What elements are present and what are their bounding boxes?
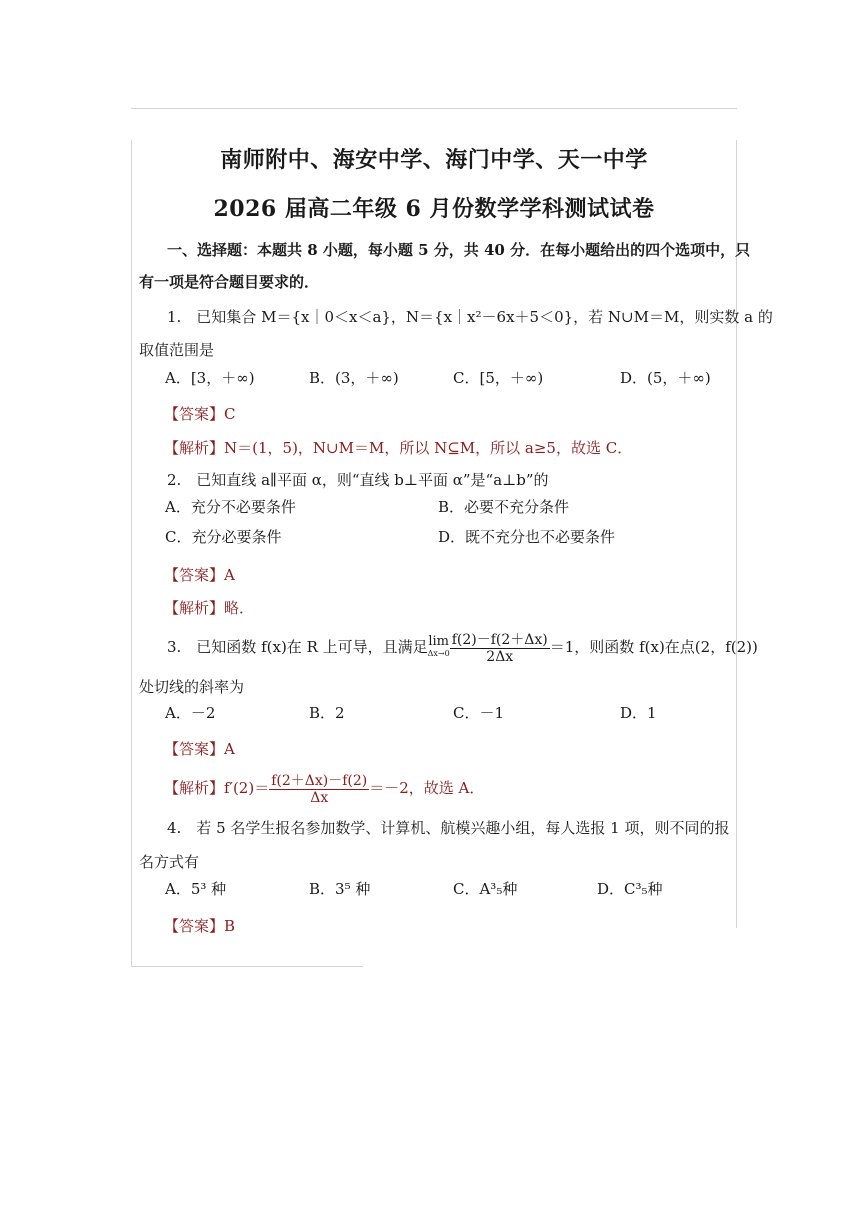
- q1-answer: 【答案】C: [164, 405, 236, 423]
- q4-answer: 【答案】B: [164, 917, 236, 935]
- analysis-numerator: f(2＋Δx)－f(2): [271, 772, 368, 789]
- q2-option-d: D．既不充分也不必要条件: [438, 528, 616, 546]
- question-1-stem: 1. 已知集合 M＝{x｜0＜x＜a}，N＝{x｜x²－6x＋5＜0}，若 N∪M＝M，则实数 a 的: [167, 308, 773, 326]
- question-4-stem: 4. 若 5 名学生报名参加数学、计算机、航模兴趣小组，每人选报 1 项，则不同的报: [167, 819, 730, 837]
- q1-option-b: B．(3，＋∞): [309, 369, 399, 387]
- q1-option-d: D．(5，＋∞): [620, 369, 711, 387]
- q3-option-c: C．－1: [453, 704, 505, 722]
- q4-option-d: D．C³₅种: [597, 880, 663, 898]
- left-border: [131, 140, 132, 966]
- q2-analysis: 【解析】略．: [164, 599, 255, 617]
- exam-title-schools: 南师附中、海安中学、海门中学、天一中学: [220, 147, 648, 173]
- limit-word: lim: [428, 634, 450, 649]
- difference-quotient: [450, 632, 550, 665]
- analysis-fraction: [269, 773, 369, 806]
- q2-option-c: C．充分必要条件: [165, 528, 282, 546]
- q3-analysis-post: ＝－2，故选 A．: [369, 779, 485, 797]
- q3-stem-pre: 3. 已知函数 f(x)在 R 上可导，且满足: [167, 638, 428, 656]
- q4-option-c: C．A³₅种: [453, 880, 518, 898]
- q3-option-d: D．1: [620, 704, 657, 722]
- exam-title-subject: 2026 届高二年级 6 月份数学学科测试试卷: [213, 196, 655, 222]
- limit-operator: [428, 636, 450, 660]
- question-1-stem-cont: 取值范围是: [139, 341, 215, 359]
- top-divider: [131, 108, 737, 109]
- q4-option-b: B．3⁵ 种: [309, 880, 371, 898]
- question-2-stem: 2. 已知直线 a∥平面 α，则“直线 b⊥平面 α”是“a⊥b”的: [167, 471, 549, 489]
- q3-answer: 【答案】A: [164, 740, 235, 758]
- q1-option-c: C．[5，＋∞): [453, 369, 544, 387]
- q2-option-b: B．必要不充分条件: [438, 498, 570, 516]
- q1-option-a: A．[3，＋∞): [165, 369, 255, 387]
- analysis-denominator: Δx: [310, 789, 329, 806]
- frac-denominator: 2Δx: [486, 648, 514, 665]
- section-heading-cont: 有一项是符合题目要求的．: [139, 273, 320, 291]
- question-3-stem: [167, 630, 758, 665]
- q3-option-b: B．2: [309, 704, 345, 722]
- question-4-stem-cont: 名方式有: [139, 853, 200, 871]
- frac-numerator: f(2)－f(2＋Δx): [451, 631, 548, 648]
- bottom-border: [131, 966, 363, 967]
- question-3-stem-cont: 处切线的斜率为: [139, 678, 245, 696]
- q3-stem-post: ＝1，则函数 f(x)在点(2，f(2)): [549, 638, 758, 656]
- q3-analysis-pre: 【解析】f′(2)＝: [164, 779, 270, 797]
- q3-analysis: [164, 771, 484, 806]
- q4-option-a: A．5³ 种: [165, 880, 227, 898]
- q1-analysis: 【解析】N＝(1，5)，N∪M＝M，所以 N⊆M，所以 a≥5，故选 C．: [164, 439, 633, 457]
- section-heading: 一、选择题：本题共 8 小题，每小题 5 分，共 40 分．在每小题给出的四个选项中，只: [167, 241, 751, 259]
- q2-answer: 【答案】A: [164, 566, 235, 584]
- q2-option-a: A．充分不必要条件: [165, 498, 296, 516]
- limit-subscript: Δx→0: [427, 649, 450, 658]
- q3-option-a: A．－2: [165, 704, 216, 722]
